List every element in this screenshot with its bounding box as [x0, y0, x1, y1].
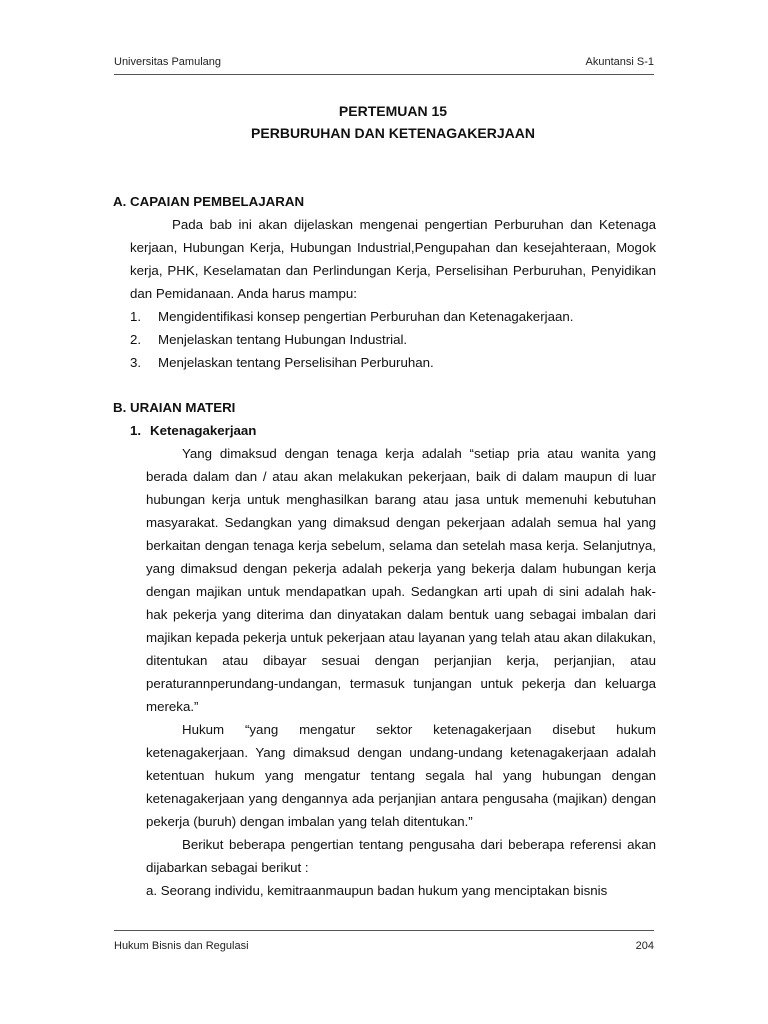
- list-item: [130, 305, 656, 328]
- paragraph-employer-intro: Berikut beberapa pengertian tentang pengusaha dari beberapa referensi akan dijabarkan sebagai berikut :: [146, 837, 656, 875]
- footer-course: Hukum Bisnis dan Regulasi: [114, 940, 249, 952]
- paragraph-labor-definition: Yang dimaksud dengan tenaga kerja adalah “setiap pria atau wanita yang berada dalam dan / atau akan melakukan pekerjaan, baik di dalam maupun di luar hubungan kerja untuk menghasilkan barang atau jasa untuk memenuhi kebutuhan masyarakat. Sedangkan yang dimaksud dengan pekerjaan adalah semua hal yang berkaitan dengan tenaga kerja sebelum, selama dan setelah masa kerja. Selanjutnya, yang dimaksud dengan pekerja adalah pekerja yang bekerja dalam hubungan kerja dengan majikan untuk mendapatkan upah. Sedangkan arti upah di sini adalah hak-hak pekerja yang diterima dan dinyatakan dalam bentuk uang sebagai imbalan dari majikan kepada pekerja untuk pekerjaan atau layanan yang telah atau akan dilakukan, ditentukan atau dibayar sesuai dengan perjanjian kerja, perjanjian, atau peraturannperundang-undangan, termasuk tunjangan untuk pekerja dan keluarga mereka.”: [146, 446, 656, 714]
- objectives-list: [130, 305, 656, 374]
- subsection-content: [146, 442, 656, 902]
- page-header: [114, 56, 654, 68]
- header-divider: [114, 74, 654, 75]
- list-item-text: Menjelaskan tentang Hubungan Industrial.: [158, 332, 408, 347]
- list-item: [130, 328, 656, 351]
- page-footer: [114, 940, 654, 952]
- paragraph-employer-item-a: a. Seorang individu, kemitraanmaupun badan hukum yang menciptakan bisnis: [146, 883, 608, 898]
- list-item-text: Menjelaskan tentang Perselisihan Perburuhan.: [158, 355, 434, 370]
- page-body: [113, 100, 656, 902]
- list-item: [130, 351, 656, 374]
- subsection-number: 1.: [130, 423, 142, 438]
- subsection-heading: [130, 419, 656, 442]
- header-university: Universitas Pamulang: [114, 56, 221, 68]
- footer-divider: [114, 930, 654, 931]
- section-b-heading: B. URAIAN MATERI: [113, 400, 236, 415]
- page-number: 204: [635, 940, 654, 952]
- list-item-text: Mengidentifikasi konsep pengertian Perburuhan dan Ketenagakerjaan.: [158, 309, 574, 324]
- chapter-title: PERBURUHAN DAN KETENAGAKERJAAN: [251, 125, 535, 141]
- section-a-heading: A. CAPAIAN PEMBELAJARAN: [113, 194, 305, 209]
- paragraph-labor-law: Hukum “yang mengatur sektor ketenagakerjaan disebut hukum ketenagakerjaan. Yang dimaksud dengan undang-undang ketenagakerjaan adalah ketentuan hukum yang mengatur tentang segala hal yang hubungan dengan ketenagakerjaan yang dengannya ada perjanjian antara pengusaha (majikan) dengan pekerja (buruh) dengan imbalan yang telah ditentukan.”: [146, 722, 656, 829]
- list-item-number: 1.: [130, 309, 142, 324]
- list-item-number: 3.: [130, 355, 142, 370]
- section-a-intro: Pada bab ini akan dijelaskan mengenai pengertian Perburuhan dan Ketenaga kerjaan, Hubungan Kerja, Hubungan Industrial,Pengupahan dan kesejahteraan, Mogok kerja, PHK, Keselamatan dan Perlindungan Kerja, Perselisihan Perburuhan, Penyidikan dan Pemidanaan. Anda harus mampu:: [130, 217, 656, 301]
- subsection-title: Ketenagakerjaan: [150, 423, 257, 438]
- meeting-title: PERTEMUAN 15: [338, 103, 448, 119]
- list-item-number: 2.: [130, 332, 142, 347]
- header-program: Akuntansi S-1: [585, 56, 654, 68]
